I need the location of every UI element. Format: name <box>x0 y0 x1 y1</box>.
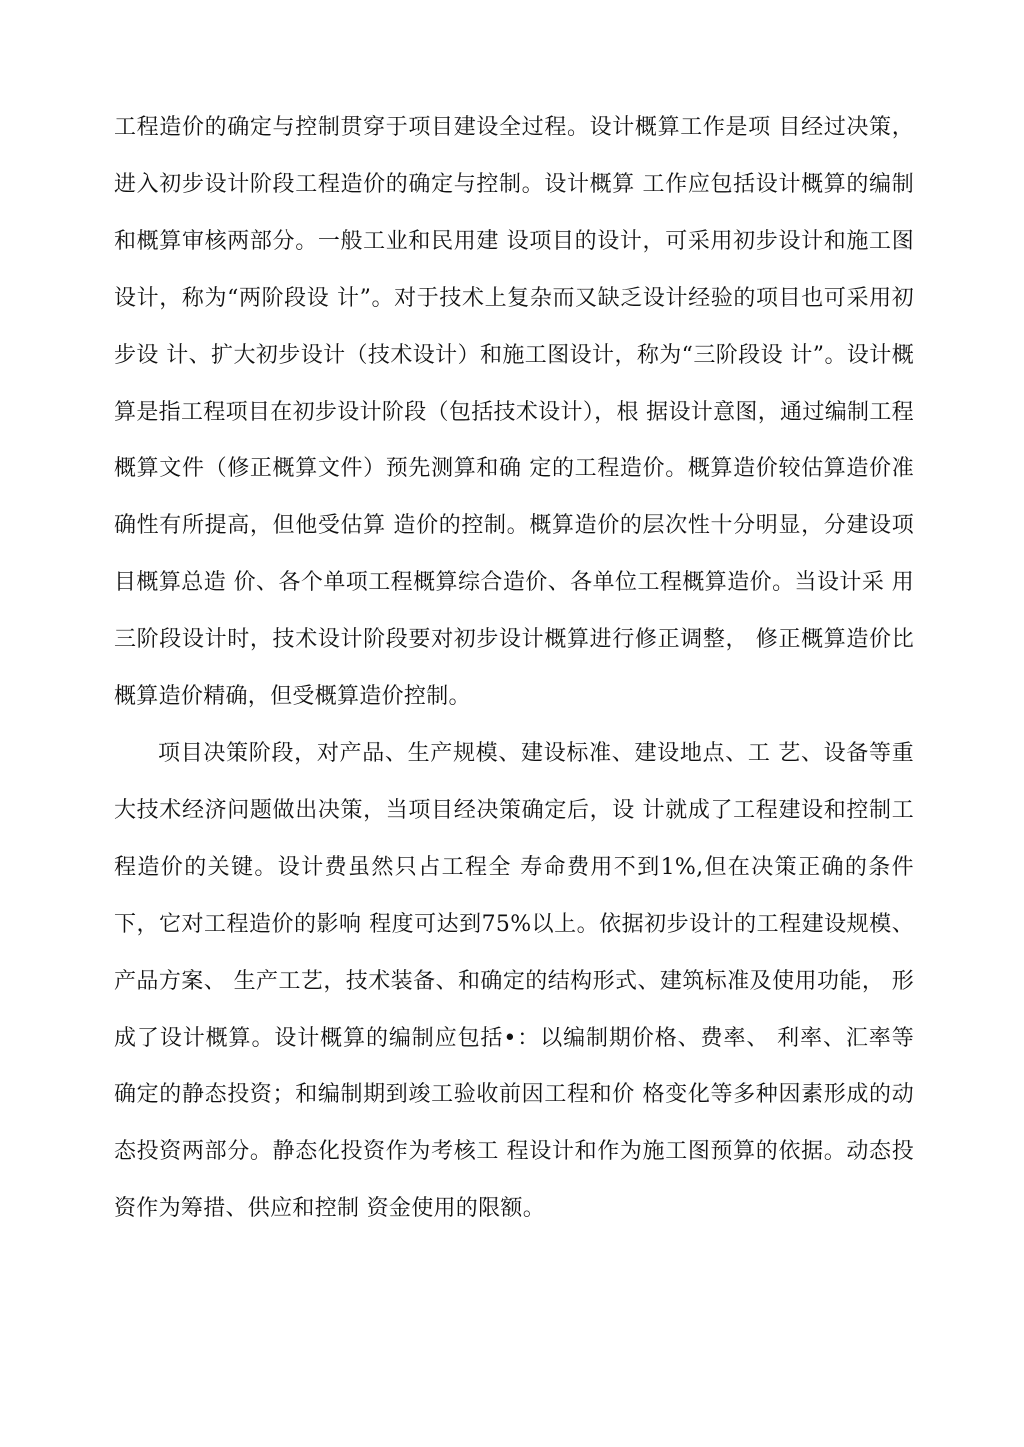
body-paragraph-1: 工程造价的确定与控制贯穿于项目建设全过程。设计概算工作是项 目经过决策，进入初步设计阶段工程造价的确定与控制。设计概算 工作应包括设计概算的编制和概算审核两部分。一般工业和民用建 设项目的设计，可采用初步设计和施工图设计，称为“两阶段设 计”。对于技术上复杂而又缺乏设计经验的项目也可采用初步设 计、扩大初步设计（技术设计）和施工图设计，称为“三阶段设 计”。设计概算是指工程项目在初步设计阶段（包括技术设计），根 据设计意图，通过编制工程概算文件（修正概算文件）预先测算和确 定的工程造价。概算造价较估算造价准确性有所提高，但他受估算 造价的控制。概算造价的层次性十分明显，分建设项目概算总造 价、各个单项工程概算综合造价、各单位工程概算造价。当设计采 用三阶段设计时，技术设计阶段要对初步设计概算进行修正调整， 修正概算造价比概算造价精确，但受概算造价控制。 <box>114 115 914 710</box>
body-paragraph-2: 项目决策阶段，对产品、生产规模、建设标准、建设地点、工 艺、设备等重大技术经济问题做出决策，当项目经决策确定后，设 计就成了工程建设和控制工程造价的关键。设计费虽然只占工程全 寿命费用不到1%,但在决策正确的条件下，它对工程造价的影响 程度可达到75%以上。依据初步设计的工程建设规模、产品方案、 生产工艺，技术装备、和确定的结构形式、建筑标准及使用功能， 形成了设计概算。设计概算的编制应包括•：以编制期价格、费率、 利率、汇率等确定的静态投资；和编制期到竣工验收前因工程和价 格变化等多种因素形成的动态投资两部分。静态化投资作为考核工 程设计和作为施工图预算的依据。动态投资作为筹措、供应和控制 资金使用的限额。 <box>114 740 914 1222</box>
document-page <box>114 100 914 1238</box>
